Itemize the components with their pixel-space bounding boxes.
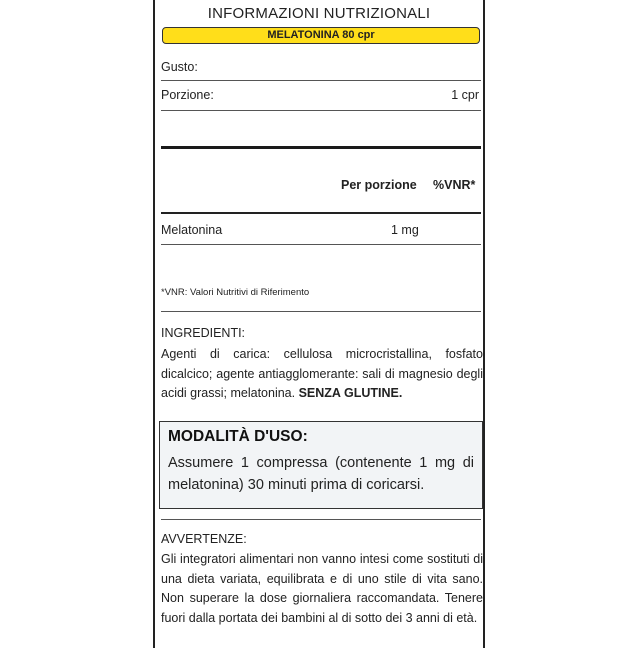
gusto-label: Gusto:: [161, 60, 198, 74]
porzione-row: [161, 88, 481, 102]
nutrient-per-portion: 1 mg: [391, 223, 419, 237]
table-row: [161, 223, 481, 237]
usage-heading: MODALITÀ D'USO:: [168, 428, 308, 445]
usage-text: Assumere 1 compressa (contenente 1 mg di melatonina) 30 minuti prima di coricarsi.: [168, 455, 474, 493]
divider: [161, 244, 481, 245]
divider: [161, 311, 481, 312]
ingredients-body: Agenti di carica: cellulosa microcristallina, fosfato dicalcico; agente antiagglomerante: sali di magnesio degli acidi grassi; melatonina.: [161, 347, 483, 400]
thick-divider: [161, 146, 481, 149]
divider: [161, 519, 481, 520]
nutrient-name: Melatonina: [161, 223, 223, 237]
warnings-heading: AVVERTENZE:: [161, 532, 247, 546]
col-header-per-porzione: Per porzione: [341, 178, 417, 192]
porzione-label: Porzione:: [161, 88, 214, 102]
vnr-footnote: *VNR: Valori Nutritivi di Riferimento: [161, 287, 310, 298]
divider: [161, 110, 481, 111]
porzione-value: 1 cpr: [451, 88, 479, 102]
ingredients-heading: INGREDIENTI:: [161, 326, 246, 340]
label-title: INFORMAZIONI NUTRIZIONALI: [207, 5, 431, 22]
nutrition-label-panel: [153, 0, 485, 648]
usage-box: [159, 421, 483, 509]
warnings-text: Gli integratori alimentari non vanno intesi come sostituti di una dieta variata, equilibrata e di uno stile di vita sano. Non superare la dose giornaliera raccomandata. Tenere fuori dalla portata dei bambini al di sotto dei 3 anni di età.: [161, 552, 483, 625]
col-header-vnr: %VNR*: [433, 178, 476, 192]
gusto-row: [161, 60, 481, 74]
product-name-badge: MELATONINA 80 cpr: [162, 27, 480, 44]
table-header-divider: [161, 212, 481, 214]
ingredients-text: [161, 345, 483, 404]
divider: [161, 80, 481, 81]
gluten-free-note: SENZA GLUTINE.: [298, 386, 403, 400]
